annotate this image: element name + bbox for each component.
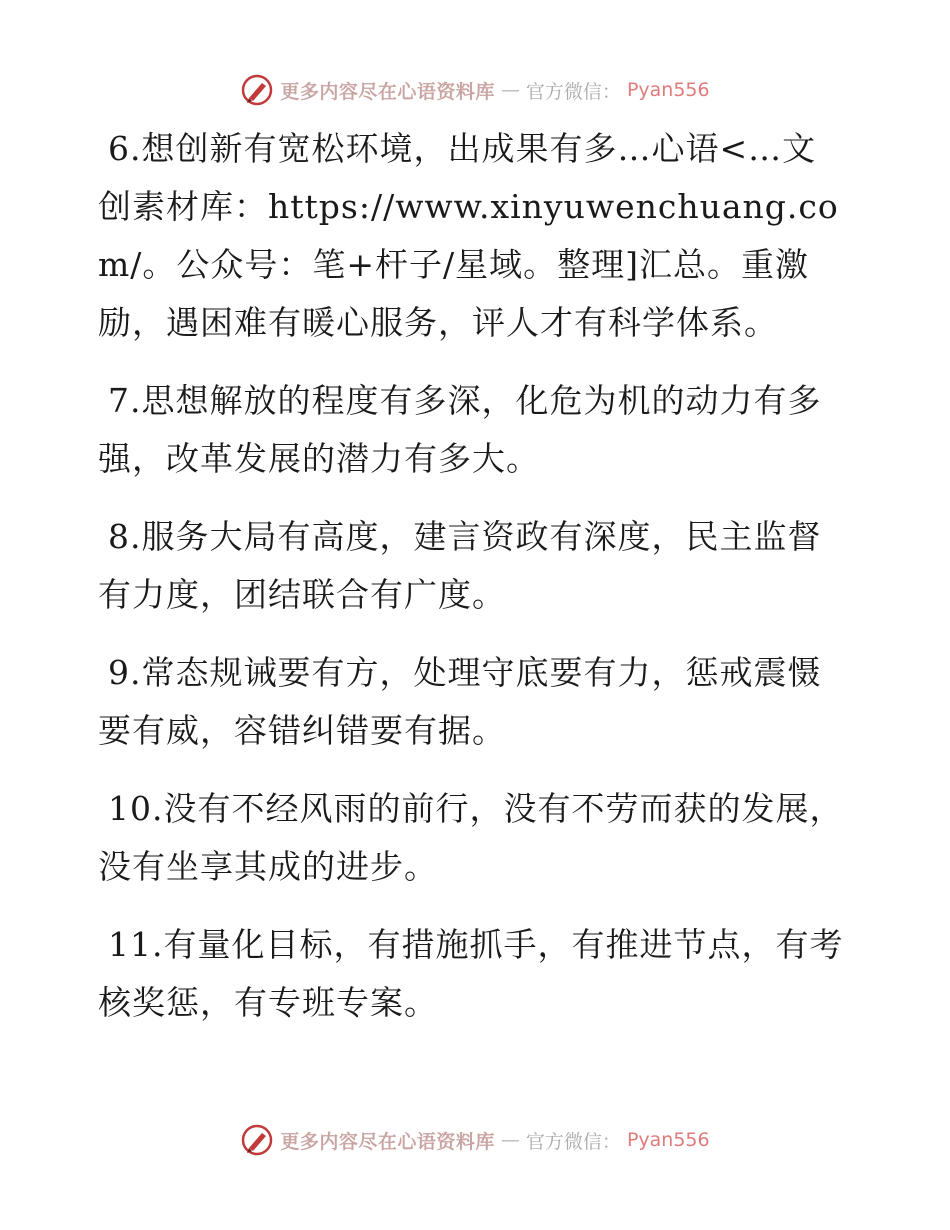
pen-circle-logo-icon [240, 73, 274, 107]
paragraph-9 [98, 644, 846, 760]
paragraph-number: 6. [108, 129, 142, 168]
paragraph-number: 9. [108, 653, 142, 692]
banner-wechat-id: Pyan556 [626, 79, 710, 101]
paragraph-text: 思想解放的程度有多深，化危为机的动力有多强，改革发展的潜力有多大。 [98, 381, 822, 478]
paragraph-text: 没有不经风雨的前行，没有不劳而获的发展，没有坐享其成的进步。 [98, 789, 844, 886]
paragraph-11 [98, 916, 846, 1032]
paragraph-10 [98, 780, 846, 896]
paragraph-text: 有量化目标，有措施抓手，有推进节点，有考核奖惩，有专班专案。 [98, 925, 844, 1022]
banner-wechat-label: 官方微信： [525, 80, 621, 103]
banner-dash: — [500, 79, 520, 101]
header-watermark-banner [0, 70, 950, 110]
paragraph-text: 常态规诫要有方，处理守底要有力，惩戒震慑要有威，容错纠错要有据。 [98, 653, 822, 750]
document-body [98, 120, 846, 1052]
footer-watermark-banner [0, 1120, 950, 1160]
paragraph-7 [98, 372, 846, 488]
banner-wechat-label: 官方微信： [525, 1130, 621, 1153]
banner-text: 更多内容尽在心语资料库 [280, 1130, 495, 1153]
banner-text: 更多内容尽在心语资料库 [280, 80, 495, 103]
paragraph-number: 10. [108, 789, 164, 828]
paragraph-number: 8. [108, 517, 142, 556]
paragraph-6 [98, 120, 846, 352]
paragraph-number: 11. [108, 925, 164, 964]
paragraph-text: 服务大局有高度，建言资政有深度，民主监督有力度，团结联合有广度。 [98, 517, 822, 614]
banner-wechat-id: Pyan556 [626, 1129, 710, 1151]
banner-dash: — [500, 1129, 520, 1151]
pen-circle-logo-icon [240, 1123, 274, 1157]
paragraph-number: 7. [108, 381, 142, 420]
paragraph-text: 想创新有宽松环境，出成果有多…心语<…文创素材库：https://www.xinyuwenchuang.com/。公众号：笔+杆子/星域。整理]汇总。重激励，遇困难有暖心服务，评人才有科学体系。 [98, 129, 839, 342]
paragraph-8 [98, 508, 846, 624]
